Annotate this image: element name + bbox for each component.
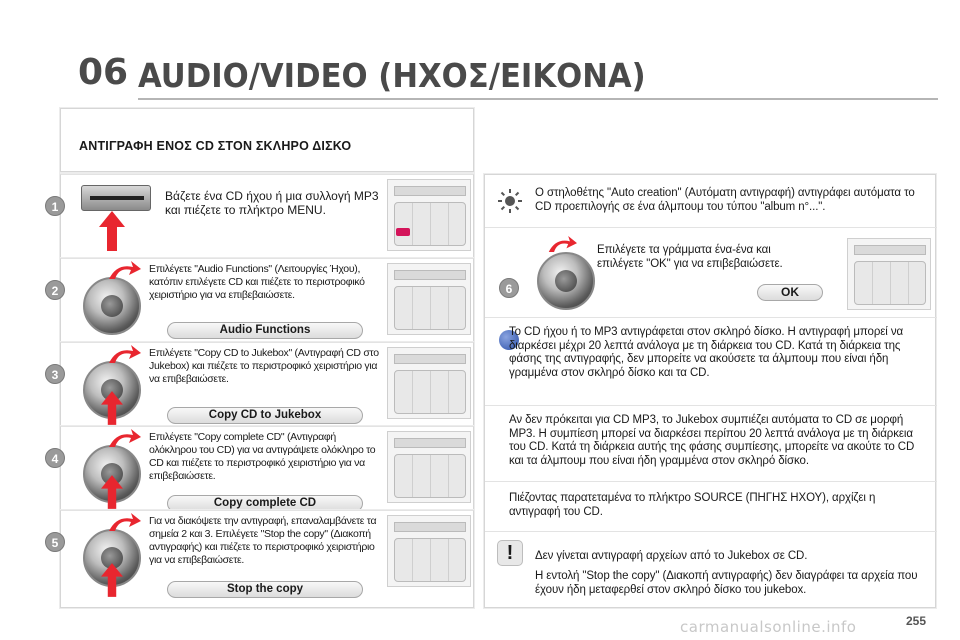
auto-creation-text: Ο στηλοθέτης "Auto creation" (Αυτόματη αντιγραφή) αντιγράφει αυτόματα το CD προεπιλογής σε ένα άλμπουμ του τύπου "album n°...".	[535, 187, 915, 213]
rotary-knob-icon	[537, 252, 595, 310]
copy-cd-to-jukebox-button[interactable]: Copy CD to Jukebox	[167, 407, 363, 424]
step-number-badge: 4	[45, 448, 65, 468]
warning-text-2: Η εντολή "Stop the copy" (Διακοπή αντιγραφής) δεν διαγράφει τα αρχεία που έχουν ήδη μεταφερθεί στον σκληρό δίσκο του jukebox.	[535, 570, 918, 596]
info-row-1	[485, 317, 937, 405]
step-2	[51, 258, 474, 342]
audio-functions-button[interactable]: Audio Functions	[167, 322, 363, 339]
page-number: 255	[906, 614, 927, 628]
info-text-1: Το CD ήχου ή το MP3 αντιγράφεται στον σκληρό δίσκο. Η αντιγραφή μπορεί να διαρκέσει μέχρι 20 λεπτά ανάλογα με τη διάρκεια του CD. Κατά τη διάρκεια της φάσης της αντιγραφής, δεν μπορείτε να ακούσετε τα άλμπουμ που είναι ήδη γραμμένα στον σκληρό δίσκο και τα CD.	[509, 326, 904, 379]
warning-row	[485, 531, 937, 609]
info-row-3	[485, 481, 937, 531]
step-text: Επιλέγετε "Copy CD to Jukebox" (Αντιγραφή CD στο Jukebox) και πιέζετε το περιστροφικό χειριστήριο για να επιβεβαιώσετε.	[149, 347, 379, 385]
step-3	[51, 342, 474, 426]
step-4	[51, 426, 474, 510]
ok-button[interactable]: OK	[757, 284, 823, 301]
warning-text-1: Δεν γίνεται αντιγραφή αρχείων από το Jukebox σε CD.	[535, 550, 808, 562]
radio-panel-icon	[847, 238, 931, 310]
rotate-arrow-icon	[107, 511, 141, 533]
rotate-arrow-icon	[547, 234, 577, 254]
step-number-badge: 6	[499, 278, 519, 298]
cd-player-icon	[81, 185, 151, 211]
watermark: carmanualsonline.info	[680, 618, 857, 636]
sun-tip-icon	[495, 186, 525, 216]
step-text: Επιλέγετε "Audio Functions" (Λειτουργίες Ήχου), κατόπιν επιλέγετε CD και πιέζετε το περιστροφικό χειριστήριο για να επιβεβαιώσετε.	[149, 263, 365, 301]
step-number-badge: 3	[45, 364, 65, 384]
step-text: Επιλέγετε "Copy complete CD" (Αντιγραφή ολόκληρου του CD) για να αντιγράψετε ολόκληρο το CD και πιέζετε το περιστροφικό χειριστήριο για να επιβεβαιώσετε.	[149, 431, 376, 482]
step-text: Για να διακόψετε την αντιγραφή, επαναλαμβάνετε τα σημεία 2 και 3. Επιλέγετε "Stop the copy" (Διακοπή αντιγραφής) και πιέζετε το περιστροφικό χειριστήριο για να επιβεβαιώσετε.	[149, 515, 377, 566]
section-title-panel	[60, 108, 474, 172]
press-arrow-icon	[101, 391, 123, 425]
rotate-arrow-icon	[107, 427, 141, 449]
section-title: ΑΝΤΙΓΡΑΦΗ ΕΝΟΣ CD ΣΤΟΝ ΣΚΛΗΡΟ ΔΙΣΚΟ	[79, 139, 352, 153]
step-number-badge: 1	[45, 196, 65, 216]
title-rule	[138, 98, 938, 100]
step-6	[485, 227, 937, 317]
copy-complete-cd-button[interactable]: Copy complete CD	[167, 495, 363, 512]
warning-icon: !	[497, 540, 523, 566]
right-info-panel	[484, 174, 936, 608]
info-text-3: Πιέζοντας παρατεταμένα το πλήκτρο SOURCE (ΠΗΓΗΣ ΗΧΟΥ), αρχίζει η αντιγραφή του CD.	[509, 492, 876, 518]
info-row-2	[485, 405, 937, 481]
auto-creation-row	[485, 175, 937, 227]
radio-panel-icon	[387, 347, 471, 419]
press-arrow-icon	[101, 475, 123, 509]
step-number-badge: 5	[45, 532, 65, 552]
step-number-badge: 2	[45, 280, 65, 300]
step-text: Βάζετε ένα CD ήχου ή μια συλλογή MP3 και πιέζετε το πλήκτρο MENU.	[165, 189, 379, 217]
press-arrow-icon	[99, 211, 125, 251]
step6-text: Επιλέγετε τα γράμματα ένα-ένα και επιλέγετε "OK" για να επιβεβαιώσετε.	[597, 244, 783, 270]
press-arrow-icon	[101, 563, 123, 597]
radio-panel-icon	[387, 515, 471, 587]
radio-panel-icon	[387, 179, 471, 251]
info-text-2: Αν δεν πρόκειται για CD MP3, το Jukebox συμπιέζει αυτόματα το CD σε μορφή MP3. Η συμπίεση μπορεί να διαρκέσει περίπου 20 λεπτά ανάλογα με τη διάρκεια του CD. Κατά τη διάρκεια αυτής της φάσης συμπίεσης, μπορείτε να ακούτε το CD και τα άλμπουμ που είναι ήδη γραμμένα στον σκληρό δίσκο.	[509, 414, 915, 467]
radio-panel-icon	[387, 263, 471, 335]
stop-the-copy-button[interactable]: Stop the copy	[167, 581, 363, 598]
chapter-title: AUDIO/VIDEO (ΗΧΟΣ/ΕΙΚΟΝΑ)	[138, 56, 646, 95]
chapter-number: 06	[78, 52, 129, 93]
radio-panel-icon	[387, 431, 471, 503]
step-1	[51, 174, 474, 258]
rotate-arrow-icon	[107, 343, 141, 365]
step-5	[51, 510, 474, 608]
rotate-arrow-icon	[107, 259, 141, 281]
rotary-knob-icon	[83, 277, 141, 335]
